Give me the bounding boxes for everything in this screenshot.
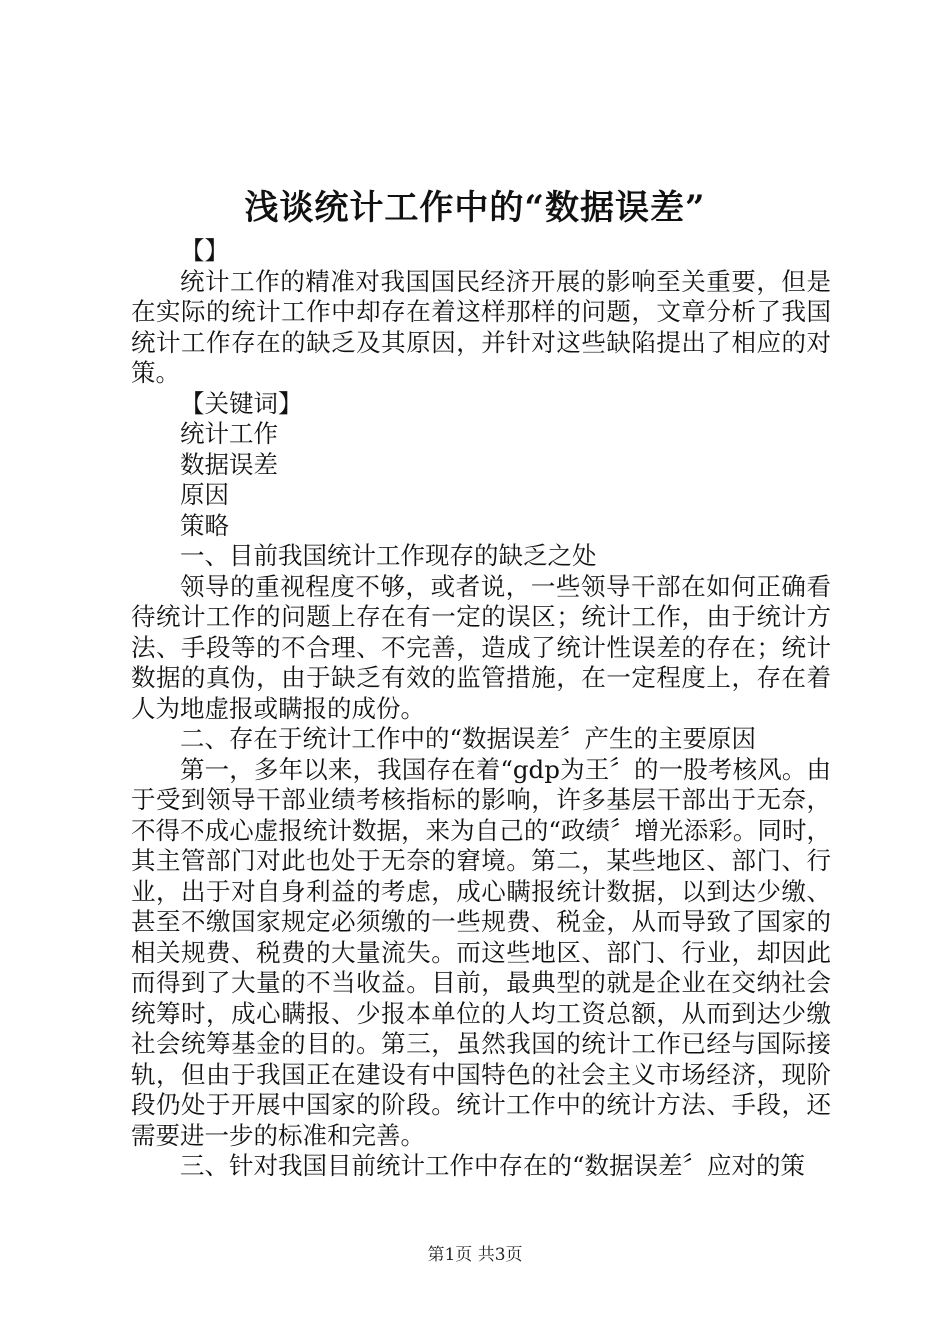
abstract-label: 【】 (180, 236, 229, 265)
document-body (131, 236, 831, 1182)
page-footer: 第1页 共3页 (427, 1245, 523, 1265)
section-2-paragraph: 第一，多年以来，我国存在着“gdp为王〞的一股考核风。由于受到领导干部业绩考核指标的影响，许多基层干部出于无奈，不得不成心虚报统计数据，来为自己的“政绩〞增光添彩。同时，其主管部门对此也处于无奈的窘境。第二，某些地区、部门、行业，出于对自身利益的考虑，成心瞒报统计数据，以到达少缴、甚至不缴国家规定必须缴的一些规费、税金，从而导致了国家的相关规费、税费的大量流失。而这些地区、部门、行业，却因此而得到了大量的不当收益。目前，最典型的就是企业在交纳社会统筹时，成心瞒报、少报本单位的人均工资总额，从而到达少缴社会统筹基金的目的。第三，虽然我国的统计工作已经与国际接轨，但由于我国正在建设有中国特色的社会主义市场经济，现阶段仍处于开展中国家的阶段。统计工作中的统计方法、手段，还需要进一步的标准和完善。 (131, 754, 831, 1150)
keyword-item: 原因 (180, 480, 229, 509)
keywords-label: 【关键词】 (180, 388, 303, 418)
keyword-item: 统计工作 (180, 419, 278, 448)
section-2-heading: 二、存在于统计工作中的“数据误差〞产生的主要原因 (180, 724, 757, 753)
section-1-heading: 一、目前我国统计工作现存的缺乏之处 (180, 541, 597, 570)
keyword-item: 数据误差 (180, 449, 278, 479)
section-3-heading: 三、针对我国目前统计工作中存在的“数据误差〞应对的策 (180, 1151, 806, 1180)
abstract-paragraph: 统计工作的精准对我国国民经济开展的影响至关重要，但是在实际的统计工作中却存在着这样那样的问题，文章分析了我国统计工作存在的缺乏及其原因，并针对这些缺陷提出了相应的对策。 (131, 266, 831, 387)
document-title: 浅谈统计工作中的“数据误差” (244, 188, 706, 228)
keyword-list (131, 419, 831, 541)
keyword-item: 策略 (180, 510, 229, 540)
section-1-paragraph: 领导的重视程度不够，或者说，一些领导干部在如何正确看待统计工作的问题上存在有一定的误区；统计工作，由于统计方法、手段等的不合理、不完善，造成了统计性误差的存在；统计数据的真伪，由于缺乏有效的监管措施，在一定程度上，存在着人为地虚报或瞒报的成份。 (131, 571, 831, 723)
